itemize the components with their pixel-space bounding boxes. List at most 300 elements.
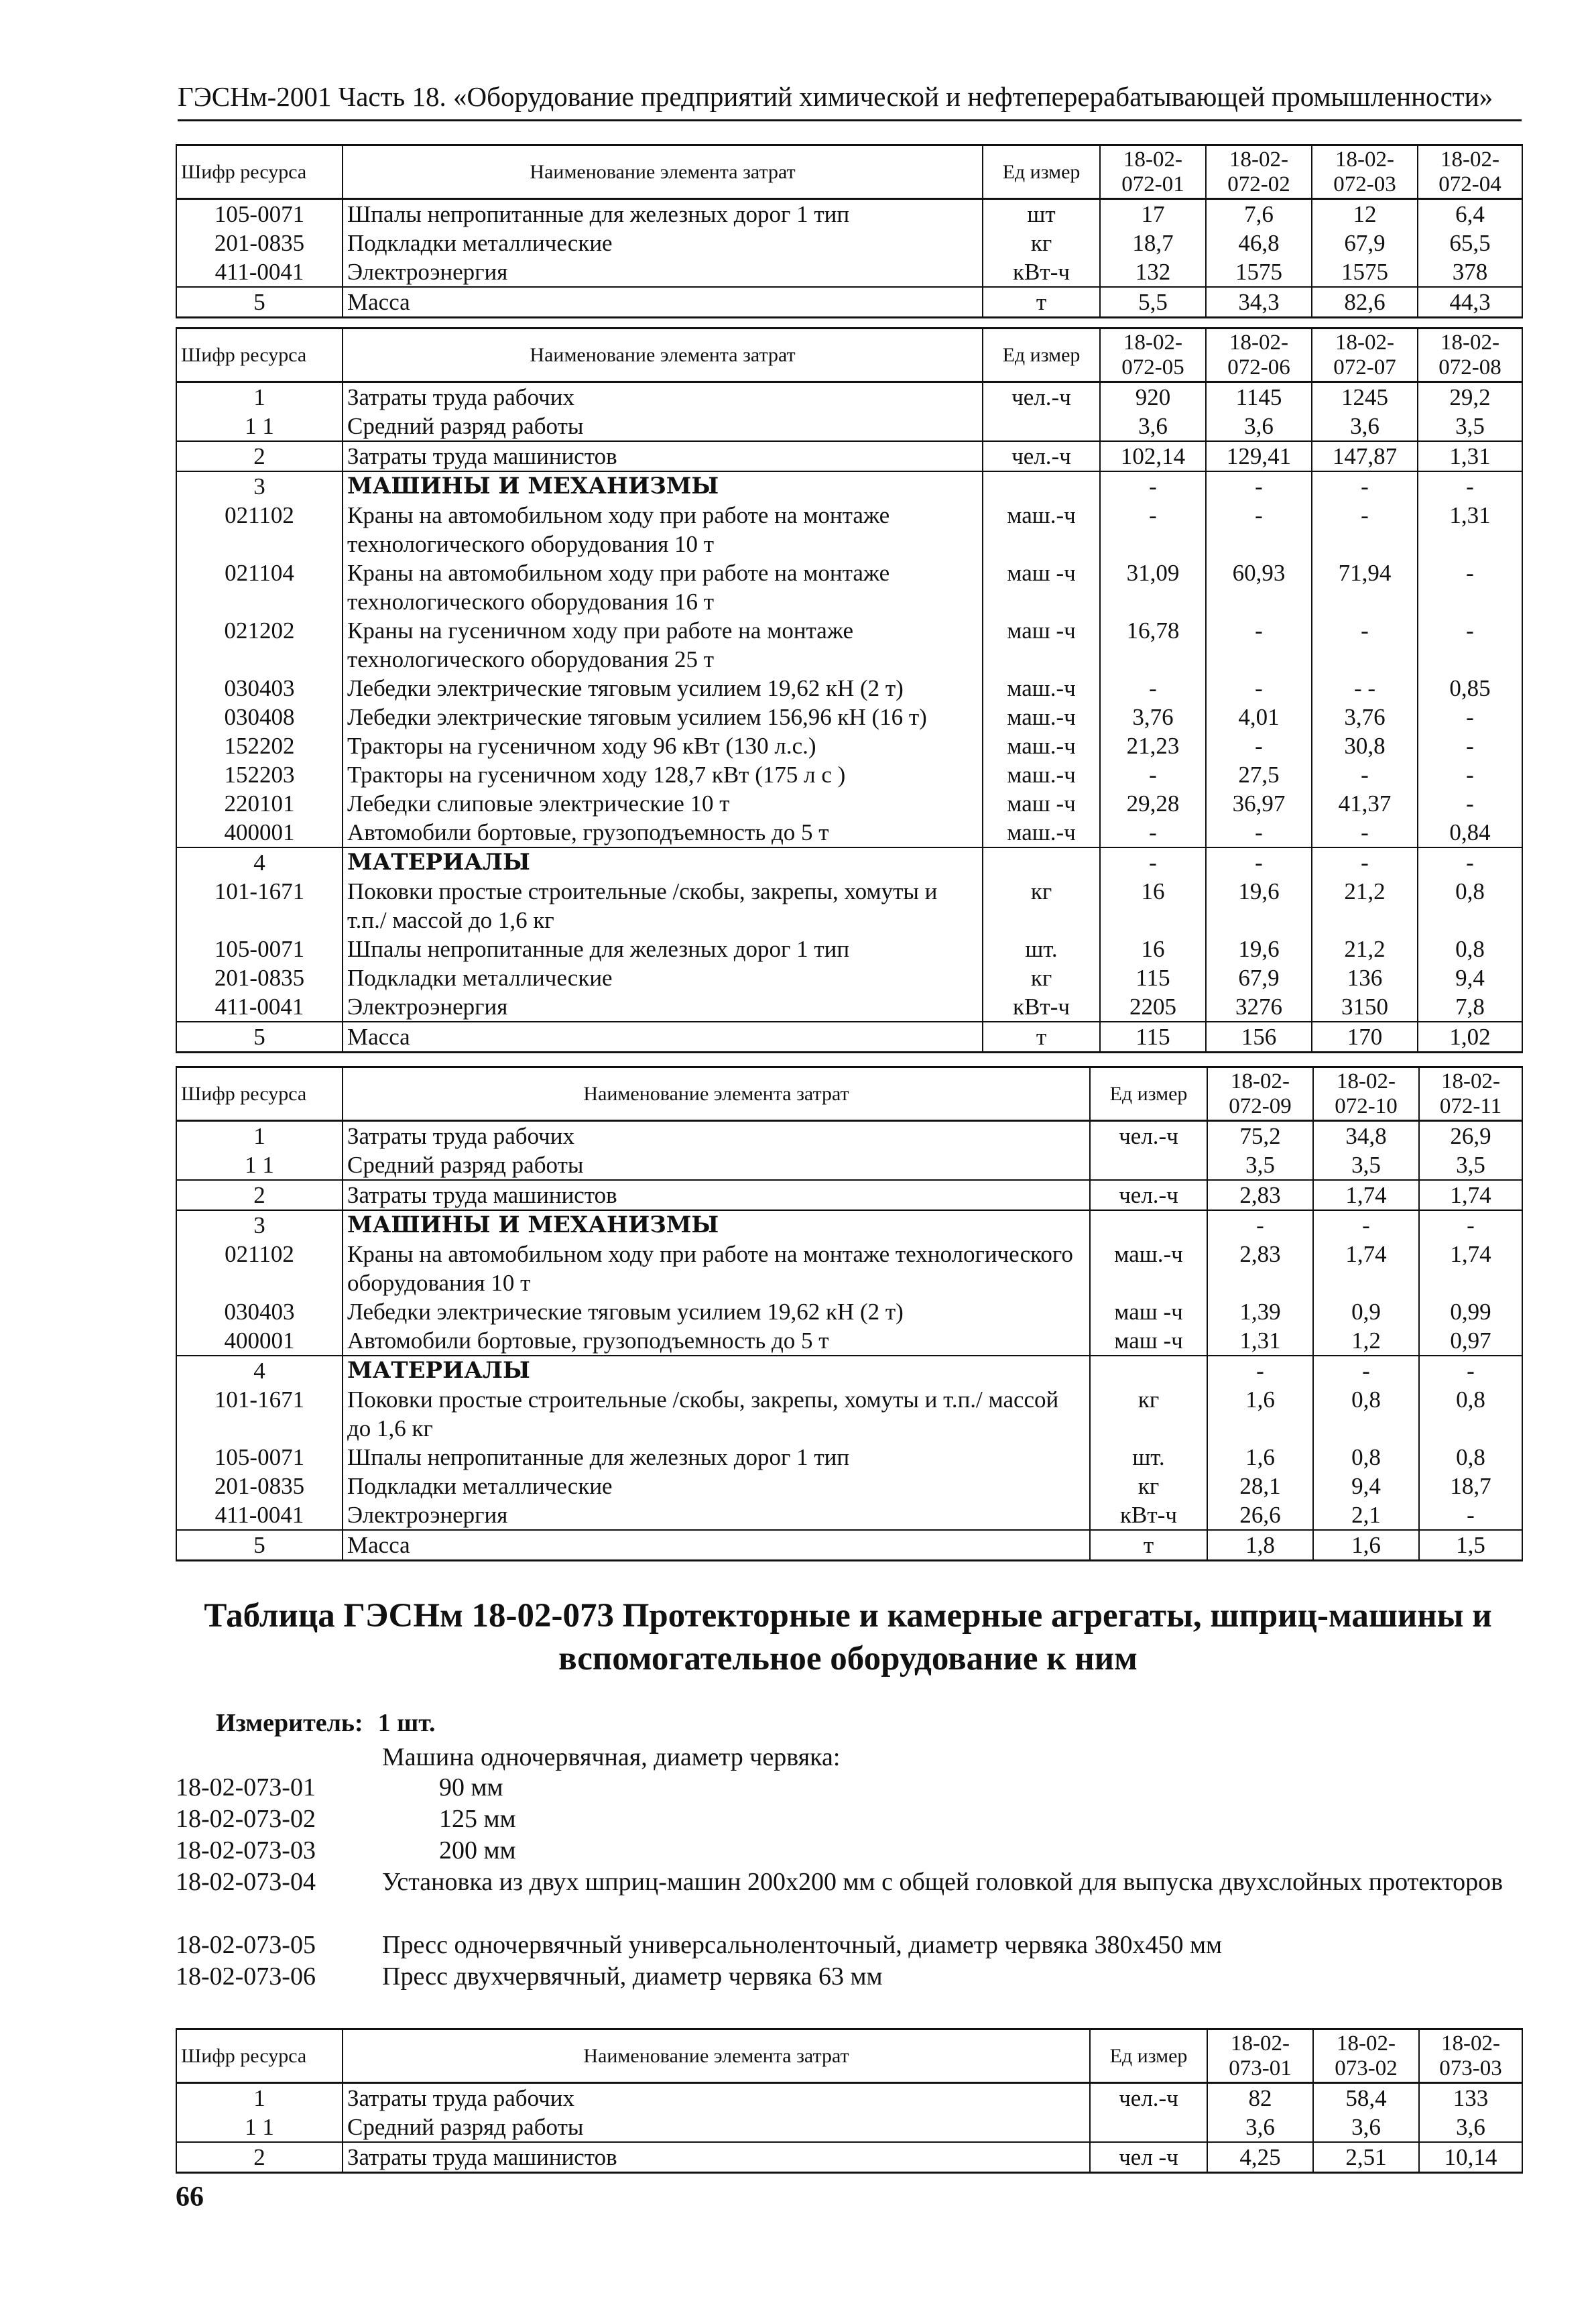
norm-value: 1,6	[1313, 1530, 1419, 1561]
cost-element-name: Шпалы непропитанные для железных дорог 1 тип	[343, 1443, 1090, 1472]
unit: чел.-ч	[1090, 2083, 1207, 2113]
norm-value: 9,4	[1418, 963, 1522, 992]
unit: чел -ч	[1090, 2142, 1207, 2173]
unit: т	[1090, 1530, 1207, 1561]
cost-element-name: Краны на автомобильном ходу при работе на монтаже технологического оборудования 16 т	[343, 558, 983, 616]
cost-element-name: Лебедки электрические тяговым усилием 19,62 кН (2 т)	[343, 674, 983, 703]
col-header-norm: 18-02-073-01	[1207, 2029, 1313, 2083]
item-text: 90 мм	[439, 1773, 503, 1802]
norm-value: -	[1312, 818, 1418, 847]
cost-element-name: Электроэнергия	[343, 257, 983, 287]
col-header-unit: Ед измер	[983, 145, 1100, 199]
table-row	[176, 992, 1522, 1022]
item-text: Установка из двух шприц-машин 200х200 мм с общей головкой для выпуска двухслойных протекторов	[382, 1868, 1503, 1896]
norm-value: 31,09	[1100, 558, 1206, 616]
table-row	[176, 674, 1522, 703]
cost-element-name: Шпалы непропитанные для железных дорог 1 тип	[343, 199, 983, 229]
col-header-norm: 18-02-072-06	[1206, 329, 1312, 382]
norm-value: - -	[1312, 674, 1418, 703]
resource-code: 400001	[176, 818, 343, 847]
norm-value: 129,41	[1206, 441, 1312, 471]
cost-element-name: Тракторы на гусеничном ходу 128,7 кВт (175 л с )	[343, 760, 983, 789]
cost-element-name: Масса	[343, 287, 983, 318]
norm-value: 3,6	[1312, 412, 1418, 441]
norm-value: 2,51	[1313, 2142, 1419, 2173]
unit	[1090, 1356, 1207, 1385]
norm-value: 3,5	[1419, 1150, 1522, 1180]
norm-value: 29,2	[1418, 382, 1522, 412]
col-header-name: Наименование элемента затрат	[343, 329, 983, 382]
norm-value: -	[1418, 558, 1522, 616]
unit: маш -ч	[1090, 1297, 1207, 1326]
cost-element-name: Подкладки металлические	[343, 1472, 1090, 1500]
item-code: 18-02-073-03	[176, 1836, 316, 1865]
table-row	[176, 1022, 1522, 1053]
col-header-unit: Ед измер	[1090, 1067, 1207, 1121]
unit: маш -ч	[983, 558, 1100, 616]
col-header-code: Шифр ресурса	[176, 2029, 343, 2083]
cost-element-name: Затраты труда рабочих	[343, 2083, 1090, 2113]
norm-value: -	[1206, 501, 1312, 558]
resource-code: 101-1671	[176, 1385, 343, 1443]
col-header-norm: 18-02-072-08	[1418, 329, 1522, 382]
unit: маш -ч	[983, 789, 1100, 818]
norm-value: 0,8	[1419, 1443, 1522, 1472]
norm-value: 1,8	[1207, 1530, 1313, 1561]
norm-value: 46,8	[1206, 229, 1312, 257]
norm-value: 9,4	[1313, 1472, 1419, 1500]
norm-value: 1575	[1312, 257, 1418, 287]
unit: кг	[1090, 1385, 1207, 1443]
item-text: Пресс одночервячный универсальноленточный, диаметр червяка 380х450 мм	[382, 1931, 1223, 1959]
table-row	[176, 199, 1522, 229]
norm-value: 3,6	[1100, 412, 1206, 441]
cost-element-name: Поковки простые строительные /скобы, закрепы, хомуты и т.п./ массой до 1,6 кг	[343, 877, 983, 935]
cost-element-name: Тракторы на гусеничном ходу 96 кВт (130 л.с.)	[343, 731, 983, 760]
norm-value: 28,1	[1207, 1472, 1313, 1500]
norm-value: -	[1418, 760, 1522, 789]
cost-element-name: Лебедки электрические тяговым усилием 156,96 кН (16 т)	[343, 703, 983, 731]
resource-code: 030403	[176, 674, 343, 703]
col-header-norm: 18-02-072-07	[1312, 329, 1418, 382]
norm-value: -	[1418, 789, 1522, 818]
norm-value: 0,84	[1418, 818, 1522, 847]
norm-value: -	[1206, 471, 1312, 501]
resource-code: 201-0835	[176, 229, 343, 257]
norm-value: -	[1418, 471, 1522, 501]
resource-code: 5	[176, 1530, 343, 1561]
table-row	[176, 616, 1522, 674]
norm-value: 5,5	[1100, 287, 1206, 318]
item-code: 18-02-073-04	[176, 1868, 316, 1896]
resource-code: 105-0071	[176, 199, 343, 229]
norm-value: -	[1206, 818, 1312, 847]
unit: чел.-ч	[1090, 1121, 1207, 1151]
table-row	[176, 382, 1522, 412]
table-row	[176, 1150, 1522, 1180]
norm-value: 26,6	[1207, 1500, 1313, 1530]
norm-value: -	[1206, 674, 1312, 703]
col-header-norm: 18-02-072-09	[1207, 1067, 1313, 1121]
unit: маш.-ч	[983, 731, 1100, 760]
unit: чел.-ч	[1090, 1180, 1207, 1210]
norm-value: 82	[1207, 2083, 1313, 2113]
item-text: 125 мм	[439, 1805, 516, 1833]
col-header-norm: 18-02-073-02	[1313, 2029, 1419, 2083]
unit: маш.-ч	[983, 501, 1100, 558]
norm-value: 0,8	[1313, 1443, 1419, 1472]
norm-value: -	[1419, 1356, 1522, 1385]
table-row	[176, 703, 1522, 731]
table-073-title	[174, 1594, 1522, 1680]
norm-value: -	[1312, 616, 1418, 674]
resource-code: 1	[176, 2083, 343, 2113]
unit: кг	[983, 877, 1100, 935]
norm-value: 1,6	[1207, 1443, 1313, 1472]
norm-value: 19,6	[1206, 935, 1312, 963]
meter-value: 1 шт.	[377, 1709, 436, 1737]
table-row	[176, 2142, 1522, 2173]
title-line: Таблица ГЭСНм 18-02-073 Протекторные и камерные агрегаты, шприц-машины и	[204, 1597, 1492, 1635]
norm-value: 1,02	[1418, 1022, 1522, 1053]
table-row	[176, 1297, 1522, 1326]
col-header-norm: 18-02-072-05	[1100, 329, 1206, 382]
col-header-norm: 18-02-072-10	[1313, 1067, 1419, 1121]
table-row	[176, 1326, 1522, 1356]
table-row	[176, 963, 1522, 992]
resource-code: 1 1	[176, 1150, 343, 1180]
norm-value: -	[1206, 616, 1312, 674]
table-row	[176, 1210, 1522, 1240]
norm-value: 132	[1100, 257, 1206, 287]
item-code: 18-02-073-06	[176, 1962, 316, 1991]
table-row	[176, 2083, 1522, 2113]
unit: т	[983, 287, 1100, 318]
cost-element-name: Краны на автомобильном ходу при работе на монтаже технологического оборудования 10 т	[343, 501, 983, 558]
resource-code: 105-0071	[176, 935, 343, 963]
cost-element-name: Подкладки металлические	[343, 963, 983, 992]
table-row	[176, 287, 1522, 318]
table-row	[176, 731, 1522, 760]
unit: шт.	[1090, 1443, 1207, 1472]
resource-code: 220101	[176, 789, 343, 818]
table-row	[176, 1121, 1522, 1151]
item-code: 18-02-073-05	[176, 1931, 316, 1959]
table-row	[176, 818, 1522, 847]
norm-value: -	[1419, 1500, 1522, 1530]
cost-element-name: Лебедки слиповые электрические 10 т	[343, 789, 983, 818]
norm-value: -	[1312, 471, 1418, 501]
norm-value: 2,83	[1207, 1240, 1313, 1297]
resource-code: 2	[176, 1180, 343, 1210]
table-row	[176, 1180, 1522, 1210]
norm-value: 17	[1100, 199, 1206, 229]
norm-value: 3,6	[1313, 2113, 1419, 2142]
unit: кВт-ч	[1090, 1500, 1207, 1530]
norm-value: 2,1	[1313, 1500, 1419, 1530]
norm-value: 12	[1312, 199, 1418, 229]
norm-value: 1,5	[1419, 1530, 1522, 1561]
norm-value: 18,7	[1419, 1472, 1522, 1500]
cost-element-name: Электроэнергия	[343, 1500, 1090, 1530]
norm-value: 71,94	[1312, 558, 1418, 616]
norm-value: -	[1418, 731, 1522, 760]
norm-value: -	[1312, 501, 1418, 558]
unit: т	[983, 1022, 1100, 1053]
cost-element-name: МАТЕРИАЛЫ	[343, 847, 983, 877]
cost-element-name: Краны на гусеничном ходу при работе на монтаже технологического оборудования 25 т	[343, 616, 983, 674]
cost-element-name: Автомобили бортовые, грузоподъемность до 5 т	[343, 1326, 1090, 1356]
norm-value: 1,74	[1419, 1240, 1522, 1297]
col-header-code: Шифр ресурса	[176, 1067, 343, 1121]
resource-code: 2	[176, 2142, 343, 2173]
norm-value: -	[1100, 847, 1206, 877]
norm-value: 3,5	[1418, 412, 1522, 441]
resource-code: 3	[176, 471, 343, 501]
norm-table-072-09-11	[176, 1066, 1523, 1561]
norm-value: 136	[1312, 963, 1418, 992]
norm-value: 170	[1312, 1022, 1418, 1053]
table-row	[176, 789, 1522, 818]
cost-element-name: Средний разряд работы	[343, 2113, 1090, 2142]
norm-value: 10,14	[1419, 2142, 1522, 2173]
norm-value: 16	[1100, 877, 1206, 935]
cost-element-name: Масса	[343, 1530, 1090, 1561]
norm-value: 3,6	[1207, 2113, 1313, 2142]
norm-value: 1,31	[1418, 441, 1522, 471]
table-row	[176, 1472, 1522, 1500]
cost-element-name: Автомобили бортовые, грузоподъемность до 5 т	[343, 818, 983, 847]
resource-code: 411-0041	[176, 992, 343, 1022]
col-header-norm: 18-02-073-03	[1419, 2029, 1522, 2083]
norm-value: 18,7	[1100, 229, 1206, 257]
table-row	[176, 441, 1522, 471]
norm-table-073-01-03	[176, 2028, 1523, 2174]
cost-element-name: Затраты труда машинистов	[343, 441, 983, 471]
table-row	[176, 229, 1522, 257]
norm-value: 115	[1100, 1022, 1206, 1053]
table-row	[176, 501, 1522, 558]
cost-element-name: МАШИНЫ И МЕХАНИЗМЫ	[343, 471, 983, 501]
unit: кг	[1090, 1472, 1207, 1500]
norm-value: 133	[1419, 2083, 1522, 2113]
cost-element-name: МАШИНЫ И МЕХАНИЗМЫ	[343, 1210, 1090, 1240]
col-header-norm: 18-02-072-11	[1419, 1067, 1522, 1121]
resource-code: 101-1671	[176, 877, 343, 935]
norm-value: 3,5	[1313, 1150, 1419, 1180]
unit	[1090, 1210, 1207, 1240]
table-row	[176, 471, 1522, 501]
table-row	[176, 257, 1522, 287]
norm-value: -	[1313, 1356, 1419, 1385]
unit	[983, 471, 1100, 501]
unit: кВт-ч	[983, 257, 1100, 287]
norm-value: 16	[1100, 935, 1206, 963]
resource-code: 1	[176, 382, 343, 412]
norm-value: 3150	[1312, 992, 1418, 1022]
col-header-code: Шифр ресурса	[176, 145, 343, 199]
unit: маш.-ч	[983, 760, 1100, 789]
norm-value: 156	[1206, 1022, 1312, 1053]
norm-value: 7,6	[1206, 199, 1312, 229]
resource-code: 021104	[176, 558, 343, 616]
norm-value: 2205	[1100, 992, 1206, 1022]
norm-value: 1,6	[1207, 1385, 1313, 1443]
table-row	[176, 1530, 1522, 1561]
norm-value: 4,25	[1207, 2142, 1313, 2173]
norm-value: 58,4	[1313, 2083, 1419, 2113]
norm-value: -	[1418, 703, 1522, 731]
unit: кВт-ч	[983, 992, 1100, 1022]
cost-element-name: Затраты труда рабочих	[343, 382, 983, 412]
norm-value: 0,8	[1418, 877, 1522, 935]
resource-code: 4	[176, 847, 343, 877]
norm-value: -	[1100, 501, 1206, 558]
norm-value: -	[1207, 1356, 1313, 1385]
unit: маш -ч	[983, 616, 1100, 674]
cost-element-name: Лебедки электрические тяговым усилием 19,62 кН (2 т)	[343, 1297, 1090, 1326]
norm-value: 0,85	[1418, 674, 1522, 703]
resource-code: 1 1	[176, 412, 343, 441]
norm-value: 67,9	[1206, 963, 1312, 992]
unit: маш.-ч	[983, 703, 1100, 731]
col-header-name: Наименование элемента затрат	[343, 145, 983, 199]
cost-element-name: Подкладки металлические	[343, 229, 983, 257]
item-code: 18-02-073-02	[176, 1805, 316, 1833]
norm-value: 44,3	[1418, 287, 1522, 318]
resource-code: 5	[176, 1022, 343, 1053]
norm-value: 1,74	[1313, 1240, 1419, 1297]
norm-value: 3,5	[1207, 1150, 1313, 1180]
item-text: 200 мм	[439, 1836, 516, 1865]
unit	[983, 847, 1100, 877]
resource-code: 030408	[176, 703, 343, 731]
unit: шт	[983, 199, 1100, 229]
norm-value: 82,6	[1312, 287, 1418, 318]
table-row	[176, 1443, 1522, 1472]
resource-code: 152203	[176, 760, 343, 789]
norm-value: 115	[1100, 963, 1206, 992]
resource-code: 021102	[176, 1240, 343, 1297]
col-header-name: Наименование элемента затрат	[343, 2029, 1090, 2083]
norm-value: 0,97	[1419, 1326, 1522, 1356]
unit: чел.-ч	[983, 441, 1100, 471]
unit: маш -ч	[1090, 1326, 1207, 1356]
col-header-norm: 18-02-072-01	[1100, 145, 1206, 199]
norm-value: 3,76	[1312, 703, 1418, 731]
norm-value: -	[1313, 1210, 1419, 1240]
col-header-unit: Ед измер	[983, 329, 1100, 382]
norm-value: -	[1100, 760, 1206, 789]
page-number: 66	[176, 2182, 204, 2212]
resource-code: 411-0041	[176, 257, 343, 287]
norm-value: 0,99	[1419, 1297, 1522, 1326]
table-row	[176, 935, 1522, 963]
col-header-unit: Ед измер	[1090, 2029, 1207, 2083]
resource-code: 4	[176, 1356, 343, 1385]
resource-code: 201-0835	[176, 1472, 343, 1500]
col-header-name: Наименование элемента затрат	[343, 1067, 1090, 1121]
unit	[983, 412, 1100, 441]
norm-value: 34,8	[1313, 1121, 1419, 1151]
norm-value: 1,74	[1419, 1180, 1522, 1210]
norm-value: -	[1207, 1210, 1313, 1240]
cost-element-name: Поковки простые строительные /скобы, закрепы, хомуты и т.п./ массой до 1,6 кг	[343, 1385, 1090, 1443]
running-header: ГЭСНм-2001 Часть 18. «Оборудование предприятий химической и нефтеперерабатывающей промышленности»	[178, 79, 1522, 121]
resource-code: 152202	[176, 731, 343, 760]
norm-value: -	[1312, 847, 1418, 877]
norm-value: 0,8	[1418, 935, 1522, 963]
resource-code: 2	[176, 441, 343, 471]
meter-label: Измеритель:	[216, 1709, 363, 1737]
table-row	[176, 558, 1522, 616]
table-row	[176, 412, 1522, 441]
norm-value: 102,14	[1100, 441, 1206, 471]
norm-value: -	[1206, 847, 1312, 877]
unit: кг	[983, 963, 1100, 992]
cost-element-name: Затраты труда рабочих	[343, 1121, 1090, 1151]
norm-value: 30,8	[1312, 731, 1418, 760]
norm-value: 41,37	[1312, 789, 1418, 818]
norm-value: 19,6	[1206, 877, 1312, 935]
col-header-code: Шифр ресурса	[176, 329, 343, 382]
unit: маш.-ч	[983, 674, 1100, 703]
item-code: 18-02-073-01	[176, 1773, 316, 1802]
unit	[1090, 1150, 1207, 1180]
norm-value: -	[1312, 760, 1418, 789]
table-row	[176, 2113, 1522, 2142]
cost-element-name: МАТЕРИАЛЫ	[343, 1356, 1090, 1385]
norm-value: 1575	[1206, 257, 1312, 287]
unit: шт.	[983, 935, 1100, 963]
norm-value: 60,93	[1206, 558, 1312, 616]
norm-value: 0,8	[1313, 1385, 1419, 1443]
unit: маш.-ч	[1090, 1240, 1207, 1297]
resource-code: 5	[176, 287, 343, 318]
unit: чел.-ч	[983, 382, 1100, 412]
item-intro: Машина одночервячная, диаметр червяка:	[382, 1743, 841, 1771]
item-text: Пресс двухчервячный, диаметр червяка 63 мм	[382, 1962, 883, 1991]
resource-code: 400001	[176, 1326, 343, 1356]
col-header-norm: 18-02-072-04	[1418, 145, 1522, 199]
norm-value: 65,5	[1418, 229, 1522, 257]
norm-value: -	[1206, 731, 1312, 760]
unit: кг	[983, 229, 1100, 257]
norm-value: 2,83	[1207, 1180, 1313, 1210]
norm-value: 7,8	[1418, 992, 1522, 1022]
norm-value: -	[1419, 1210, 1522, 1240]
cost-element-name: Электроэнергия	[343, 992, 983, 1022]
norm-value: -	[1418, 847, 1522, 877]
cost-element-name: Краны на автомобильном ходу при работе на монтаже технологического оборудования 10 т	[343, 1240, 1090, 1297]
norm-value: 21,23	[1100, 731, 1206, 760]
table-row	[176, 877, 1522, 935]
meter	[216, 1708, 436, 1738]
table-row	[176, 1500, 1522, 1530]
norm-value: -	[1100, 818, 1206, 847]
cost-element-name: Масса	[343, 1022, 983, 1053]
norm-value: 3276	[1206, 992, 1312, 1022]
norm-value: 3,6	[1419, 2113, 1522, 2142]
norm-value: 0,8	[1419, 1385, 1522, 1443]
cost-element-name: Средний разряд работы	[343, 1150, 1090, 1180]
norm-table-072-05-08	[176, 327, 1523, 1053]
resource-code: 201-0835	[176, 963, 343, 992]
resource-code: 3	[176, 1210, 343, 1240]
norm-value: 29,28	[1100, 789, 1206, 818]
cost-element-name: Средний разряд работы	[343, 412, 983, 441]
norm-value: 21,2	[1312, 877, 1418, 935]
